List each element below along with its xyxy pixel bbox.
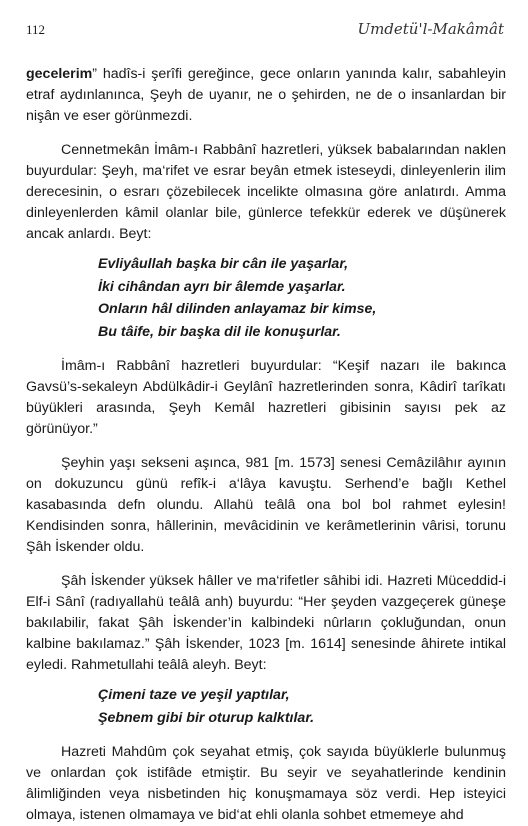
paragraph-1 (26, 64, 506, 127)
body-text (26, 64, 506, 826)
verse-line: Evliyâullah başka bir cân ile yaşarlar, (98, 256, 349, 272)
paragraph-4: Şeyhin yaşı sekseni aşınca, 981 [m. 1573] senesi Cemâzilâhır ayının on dokuzuncu günü refîk-i a‘lâya kavuştu. Serhend’e bağlı Kethel kasabasında defn olundu. Allahü teâlâ ona bol bol rahmet eylesin! Kendisinden sonra, hâllerinin, mevâcidinin ve kerâmetlerinin vârisi, torunu Şâh İskender oldu. (26, 455, 506, 555)
bold-word: gecelerim (26, 66, 93, 82)
verse-line: Onların hâl dilinden anlayamaz bir kimse, (98, 301, 377, 317)
paragraph-6: Hazreti Mahdûm çok seyahat etmiş, çok sayıda büyüklerle bulunmuş ve onlardan çok istifâde etmiştir. Bu seyir ve seyahatlerinde kendinin âlimliğinden veya nisbetinden hiç konuşmamaya söz verdi. Hep isteyici olmaya, istenen olmamaya ve bid‘at ehli olanla sohbet etmemeye ahd (26, 744, 506, 823)
verse-block-1 (98, 253, 506, 343)
page-number: 112 (26, 22, 46, 37)
paragraph-1-text: ” hadîs-i şerîfi gereğince, gece onların yanında kalır, sabahleyin etraf aydınlanınca, Şeyh de uyanır, ne o şehirden, ne de o insanlardan bir nişân ve eser görünmezdi. (26, 66, 506, 124)
verse-line: Çimeni taze ve yeşil yaptılar, (98, 687, 290, 703)
running-head: Umdetü'l-Makâmât (357, 20, 504, 38)
verse-block-2 (98, 684, 506, 729)
verse-line: Şebnem gibi bir oturup kalktılar. (98, 709, 315, 726)
paragraph-3: İmâm-ı Rabbânî hazretleri buyurdular: “Keşif nazarı ile bakınca Gavsü’s-sekaleyn Abdülkâdir-i Geylânî hazretlerinden sonra, Kâdirî tarîkatı büyükleri arasında, Şeyh Kemâl hazretleri gibisinin sayısı pek az görünüyor.” (26, 358, 506, 437)
page-header (26, 20, 504, 44)
paragraph-5: Şâh İskender yüksek hâller ve ma‘rifetler sâhibi idi. Hazreti Müceddid-i Elf-i Sânî (radıyallahü teâlâ anh) buyurdu: “Her şeyden vazgeçerek güneşe bakılabilir, fakat Şâh İskender’in kalbindeki nûrların çokluğundan, onun kalbine bakılamaz.” Şâh İskender, 1023 [m. 1614] senesinde âhirete intikal eyledi. Rahmetullahi teâlâ aleyh. Beyt: (26, 573, 506, 673)
verse-line: Bu tâife, bir başka dil ile konuşurlar. (98, 323, 341, 340)
paragraph-2: Cennetmekân İmâm-ı Rabbânî hazretleri, yüksek babalarından naklen buyurdular: Şeyh, ma‘rifet ve esrar beyân etmek isteseydi, dinleyenlerin ilim derecesinin, o esrarı çözebilecek incelikte olmasına göre anlatırdı. Amma dinleyenlerden kâmil olanlar bile, günlerce tefekkür ederek ve düşünerek ancak anlardı. Beyt: (26, 142, 506, 242)
verse-line: İki cihândan ayrı bir âlemde yaşarlar. (98, 278, 346, 295)
